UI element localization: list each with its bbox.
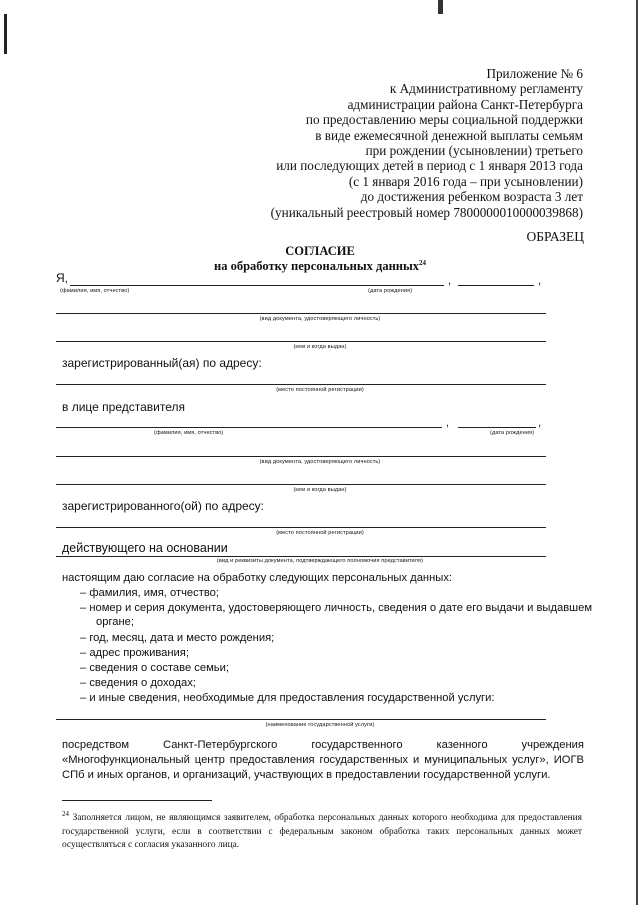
residence-line[interactable] (56, 384, 546, 385)
caption-representative-issued-by: (кем и когда выдан) (293, 487, 347, 493)
footnote-separator (62, 800, 212, 801)
consent-item: – фамилия, имя, отчество; (80, 587, 219, 599)
caption-authority-document: (вид и реквизиты документа, подтверждающего полномочия представителя) (216, 558, 424, 564)
appendix-line: к Административному регламенту (389, 81, 583, 97)
comma: , (448, 275, 452, 287)
appendix-line: при рождении (усыновлении) третьего (365, 143, 583, 159)
footnote-number: 24 (62, 810, 69, 818)
consent-intro: настоящим даю согласие на обработку следующих персональных данных: (62, 572, 453, 584)
caption-representative-document: (вид документа, удостоверяющего личность) (259, 459, 381, 465)
acting-label: действующего на основании (62, 541, 228, 555)
representative-fio-line[interactable] (56, 427, 442, 428)
comma: , (538, 417, 542, 429)
appendix-line: администрации района Санкт-Петербурга (347, 96, 583, 112)
authority-document-line[interactable] (56, 556, 546, 557)
appendix-line: или последующих детей в период с 1 января 2013 года (276, 158, 583, 174)
consent-item: – номер и серия документа, удостоверяющего личность, сведения о дате его выдачи и выдавшем (80, 602, 593, 614)
consent-item: – и иные сведения, необходимые для предоставления государственной услуги: (80, 692, 495, 704)
representative-birth-date-line[interactable] (458, 427, 536, 428)
consent-item: – адрес проживания; (80, 647, 189, 659)
ya-label: Я, (56, 271, 68, 285)
representative-issued-by-line[interactable] (56, 484, 546, 485)
appendix-line: (с 1 января 2016 года – при усыновлении) (348, 173, 583, 189)
caption-residence: (место постоянной регистрации) (276, 387, 364, 393)
footnote (62, 808, 582, 853)
issued-by-line[interactable] (56, 341, 546, 342)
caption-identity-document: (вид документа, удостоверяющего личность) (259, 316, 381, 322)
scan-edge-right (636, 0, 638, 905)
birth-date-line[interactable] (458, 285, 534, 286)
representative-registered-label: зарегистрированного(ой) по адресу: (62, 499, 265, 513)
registered-label: зарегистрированный(ая) по адресу: (62, 356, 262, 370)
appendix-header (271, 66, 583, 220)
appendix-line: (уникальный реестровый номер 7800000010000039868) (270, 204, 583, 220)
fio-line[interactable] (70, 285, 444, 286)
footnote-text: Заполняется лицом, не являющимся заявителем, обработка персональных данных которого необходима для предоставления государственной услуги, если в соответствии с федеральным законом обработка таких персональных данных может осуществляться с согласия указанного лица. (62, 813, 582, 851)
document-subtitle (0, 259, 640, 274)
consent-item: – сведения о составе семьи; (80, 662, 229, 674)
caption-representative-residence: (место постоянной регистрации) (276, 530, 364, 536)
service-name-line[interactable] (56, 719, 546, 720)
representative-label: в лице представителя (62, 400, 185, 414)
consent-item: – год, месяц, дата и место рождения; (80, 632, 275, 644)
representative-document-line[interactable] (56, 456, 546, 457)
subtitle-footnote-ref: 24 (419, 259, 426, 267)
subtitle-text: на обработку персональных данных (214, 259, 419, 274)
caption-representative-fio: (фамилия, имя, отчество) (154, 430, 224, 436)
identity-document-line[interactable] (56, 313, 546, 314)
caption-fio: (фамилия, имя, отчество) (60, 288, 130, 294)
caption-birth-date: (дата рождения) (368, 288, 413, 294)
appendix-line: Приложение № 6 (486, 66, 583, 81)
scan-edge-top (438, 0, 443, 14)
appendix-line: в виде ежемесячной денежной выплаты семьям (315, 127, 583, 143)
caption-service-name: (наименование государственной услуги) (265, 722, 375, 728)
caption-representative-birth-date: (дата рождения) (490, 430, 535, 436)
comma: , (538, 275, 542, 287)
document-title: СОГЛАСИЕ (285, 244, 355, 258)
consent-item: – сведения о доходах; (80, 677, 196, 689)
consent-item: органе; (96, 616, 135, 628)
representative-residence-line[interactable] (56, 527, 546, 528)
appendix-line: по предоставлению меры социальной поддержки (305, 112, 583, 128)
comma: , (446, 417, 450, 429)
consent-through-paragraph: посредством Санкт-Петербургского государственного казенного учреждения «Многофункциональный центр предоставления государственных и муниципальных услуг», ИОГВ СПб и иных органов, и организаций, участвующих в предоставлении государственной услуги. (62, 739, 584, 781)
scan-edge-left (4, 14, 7, 54)
appendix-line: до достижения ребенком возраста 3 лет (360, 189, 583, 205)
sample-label: ОБРАЗЕЦ (526, 229, 584, 244)
caption-issued-by: (кем и когда выдан) (293, 344, 347, 350)
